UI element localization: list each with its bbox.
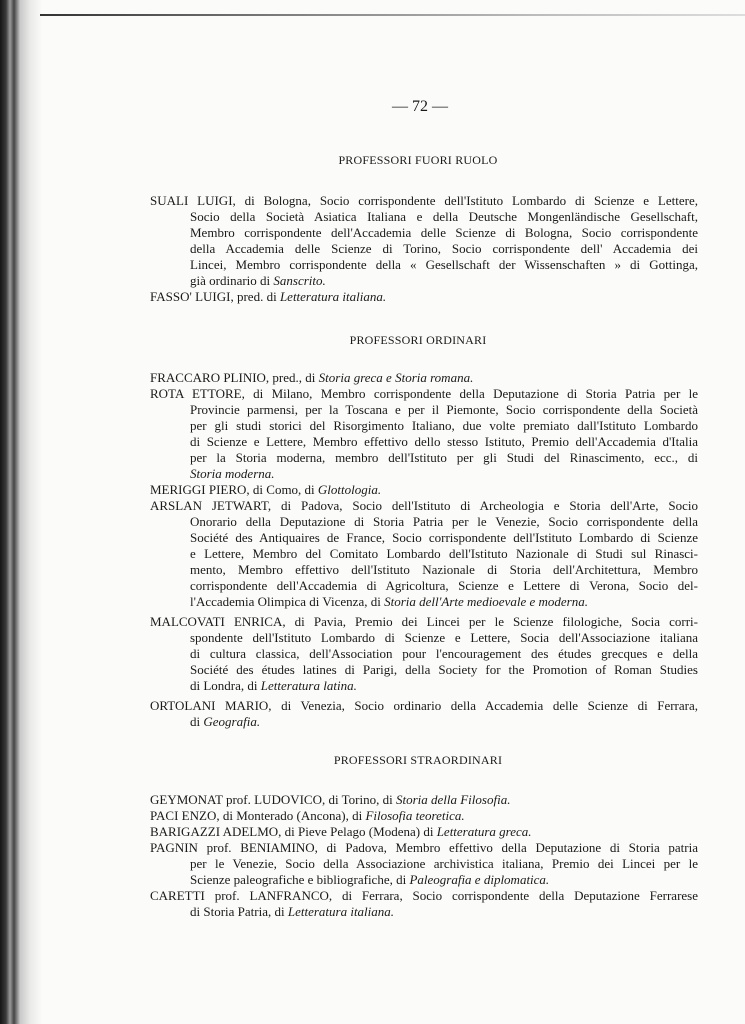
- entry-line: [150, 872, 698, 888]
- entry-text: Société des études latines di Parigi, della Society for the Promotion of Roman Studies: [190, 662, 698, 677]
- entry-line: [150, 402, 698, 418]
- entry: [150, 614, 698, 694]
- entry: [150, 824, 698, 840]
- entry-line: [150, 904, 698, 920]
- entry-line: [150, 530, 698, 546]
- entry-text: spondente dell'Istituto Lombardo di Scienze e Lettere, Socia dell'Associazione italiana: [190, 630, 698, 645]
- entry-line: [150, 792, 698, 808]
- entry-line: [150, 888, 698, 904]
- entry-line: [150, 514, 698, 530]
- entry-text: PAGNIN prof. BENIAMINO, di Padova, Membro effettivo della Deputazione di Storia patria: [150, 840, 698, 855]
- entry-line: [150, 434, 698, 450]
- section-fuori-ruolo: [150, 193, 698, 305]
- entry: [150, 888, 698, 920]
- entry-line: [150, 678, 698, 694]
- section-heading-ordinari: PROFESSORI ORDINARI: [349, 333, 487, 347]
- subject-text: Letteratura greca.: [436, 824, 532, 839]
- entry-line: [150, 578, 698, 594]
- subject-text: Filosofia teoretica.: [365, 808, 465, 823]
- entry-line: [150, 482, 698, 498]
- entry: [150, 370, 698, 386]
- entry-text: FASSO' LUIGI, pred. di: [150, 289, 280, 304]
- entry-text: MALCOVATI ENRICA, di Pavia, Premio dei Lincei per le Scienze filologiche, Socia corri-: [150, 614, 698, 629]
- entry-line: [150, 386, 698, 402]
- entry-line: [150, 289, 698, 305]
- entry: [150, 808, 698, 824]
- entry-text: Lincei, Membro corrispondente della « Gesellschaft der Wissenschaften » di Gottinga,: [190, 257, 698, 272]
- entry-text: ARSLAN JETWART, di Padova, Socio dell'Istituto di Archeologia e Storia dell'Arte, Socio: [150, 498, 698, 513]
- entry-line: [150, 646, 698, 662]
- entry-text: Scienze paleografiche e bibliografiche, di: [190, 872, 410, 887]
- entry-line: [150, 193, 698, 209]
- entry-text: per la Storia moderna, membro dell'Istituto per gli Studi del Rinascimento, ecc., di: [190, 450, 698, 465]
- subject-text: Letteratura latina.: [260, 678, 357, 693]
- entry-text: SUALI LUIGI, di Bologna, Socio corrispondente dell'Istituto Lombardo di Scienze e Lettere,: [150, 193, 698, 208]
- subject-text: Letteratura italiana.: [279, 289, 387, 304]
- entry-text: MERIGGI PIERO, di Como, di: [150, 482, 318, 497]
- subject-text: Letteratura italiana.: [287, 904, 395, 919]
- entry-line: [150, 418, 698, 434]
- entry-text: di cultura classica, dell'Association pour l'encouragement des études grecques e della: [190, 646, 698, 661]
- entry-line: [150, 808, 698, 824]
- entry-line: [150, 546, 698, 562]
- entry-line: [150, 714, 698, 730]
- entry: [150, 482, 698, 498]
- entry-text: GEYMONAT prof. LUDOVICO, di Torino, di: [150, 792, 396, 807]
- entry-line: [150, 630, 698, 646]
- page-number: — 72 —: [392, 98, 448, 115]
- scan-top-line: [40, 14, 745, 16]
- entry-text: Société des Antiquaires de France, Socio corrispondente dell'Istituto Lombardo di Scienze: [190, 530, 698, 545]
- entry-text: BARIGAZZI ADELMO, di Pieve Pelago (Modena) di: [150, 824, 437, 839]
- entry-text: di: [190, 714, 204, 729]
- subject-text: Sanscrito.: [273, 273, 326, 288]
- entry-line: [150, 498, 698, 514]
- subject-text: Storia moderna.: [190, 466, 275, 481]
- entry: [150, 386, 698, 482]
- entry-line: [150, 450, 698, 466]
- subject-text: Geografia.: [203, 714, 261, 729]
- entry-line: [150, 824, 698, 840]
- entry-line: [150, 662, 698, 678]
- entry-text: e Lettere, Membro del Comitato Lombardo dell'Istituto Nazionale di Studi sul Rinasci-: [190, 546, 698, 561]
- entry-line: [150, 840, 698, 856]
- entry-text: Membro corrispondente dell'Accademia delle Scienze di Bologna, Socio corrispondente: [190, 225, 698, 240]
- subject-text: Paleografia e diplomatica.: [409, 872, 550, 887]
- entry-line: [150, 562, 698, 578]
- entry-text: CARETTI prof. LANFRANCO, di Ferrara, Socio corrispondente della Deputazione Ferrarese: [150, 888, 698, 903]
- entry-text: ORTOLANI MARIO, di Venezia, Socio ordinario della Accademia delle Scienze di Ferrara,: [150, 698, 698, 713]
- entry-text: già ordinario di: [190, 273, 274, 288]
- entry-text: FRACCARO PLINIO, pred., di: [150, 370, 319, 385]
- entry: [150, 840, 698, 888]
- subject-text: Storia della Filosofia.: [395, 792, 511, 807]
- entry: [150, 792, 698, 808]
- entry-line: [150, 370, 698, 386]
- entry-text: corrispondente dell'Accademia di Agricoltura, Scienze e Lettere di Verona, Socio del-: [190, 578, 698, 593]
- subject-text: Storia greca e Storia romana.: [318, 370, 474, 385]
- entry-line: [150, 241, 698, 257]
- entry-text: Onorario della Deputazione di Storia Patria per le Venezie, Socio corrispondente della: [190, 514, 698, 529]
- entry: [150, 698, 698, 730]
- entry: [150, 498, 698, 610]
- entry-text: mento, Membro effettivo dell'Istituto Nazionale di Storia dell'Architettura, Membro: [190, 562, 698, 577]
- entry-text: ROTA ETTORE, di Milano, Membro corrispondente della Deputazione di Storia Patria per le: [150, 386, 698, 401]
- entry-line: [150, 594, 698, 610]
- section-heading-straordinari: PROFESSORI STRAORDINARI: [333, 753, 503, 767]
- subject-text: Storia dell'Arte medioevale e moderna.: [384, 594, 588, 609]
- entry-text: di Scienze e Lettere, Membro effettivo dello stesso Istituto, Premio dell'Accademia d'Italia: [190, 434, 698, 449]
- entry-text: Provincie parmensi, per la Toscana e per il Piemonte, Socio corrispondente della Società: [190, 402, 698, 417]
- entry-line: [150, 273, 698, 289]
- entry-line: [150, 856, 698, 872]
- entry-line: [150, 698, 698, 714]
- entry-text: PACI ENZO, di Monterado (Ancona), di: [150, 808, 366, 823]
- entry-text: di Londra, di: [190, 678, 261, 693]
- entry: [150, 289, 698, 305]
- entry-text: della Accademia delle Scienze di Torino, Socio corrispondente dell' Accademia dei: [190, 241, 698, 256]
- entry-text: per gli studi storici del Risorgimento Italiano, due volte premiato dall'Istituto Lombardo: [190, 418, 698, 433]
- entry-text: l'Accademia Olimpica di Vicenza, di: [190, 594, 385, 609]
- entry-line: [150, 225, 698, 241]
- entry-line: [150, 209, 698, 225]
- entry-text: per le Venezie, Socio della Associazione archivistica italiana, Premio dei Lincei per le: [190, 856, 698, 871]
- section-straordinari: [150, 792, 698, 920]
- entry-text: Socio della Società Asiatica Italiana e della Deutsche Mongenländische Gesellschaft,: [190, 209, 698, 224]
- entry-line: [150, 257, 698, 273]
- section-ordinari: [150, 370, 698, 730]
- entry: [150, 193, 698, 289]
- entry-line: [150, 614, 698, 630]
- section-heading-fuori-ruolo: PROFESSORI FUORI RUOLO: [338, 153, 498, 167]
- entry-line: [150, 466, 698, 482]
- subject-text: Glottologia.: [317, 482, 382, 497]
- entry-text: di Storia Patria, di: [190, 904, 288, 919]
